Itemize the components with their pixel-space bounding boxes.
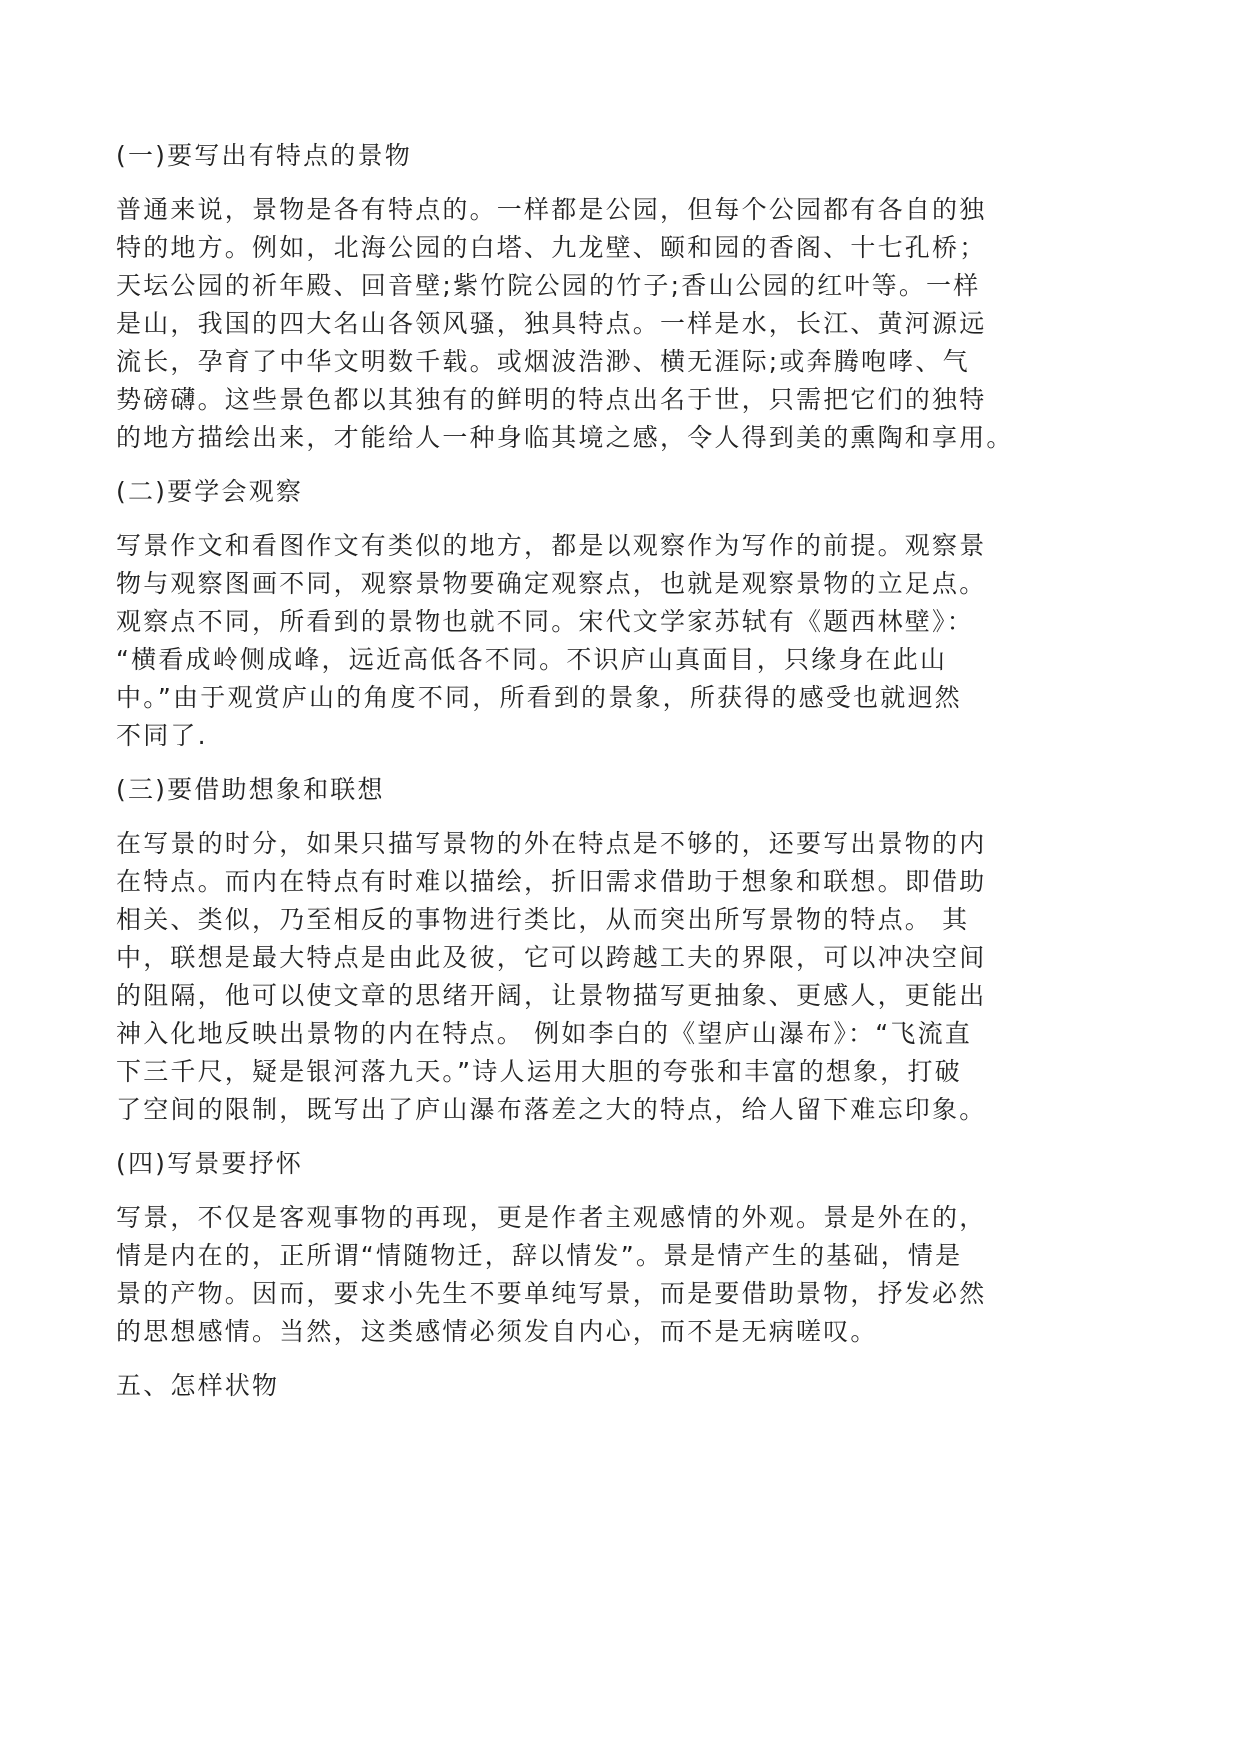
section-3-line: 神入化地反映出景物的内在特点。 例如李白的《望庐山瀑布》：“飞流直: [116, 1019, 973, 1048]
section-1-line: 势磅礴。这些景色都以其独有的鲜明的特点出名于世，只需把它们的独特: [116, 385, 987, 414]
section-2-line: 物与观察图画不同，观察景物要确定观察点，也就是观察景物的立足点。: [116, 569, 987, 598]
section-4-line: 的思想感情。当然，这类感情必须发自内心，而不是无病嗟叹。: [116, 1317, 878, 1346]
section-4-line: 写景，不仅是客观事物的再现，更是作者主观感情的外观。景是外在的，: [116, 1203, 987, 1232]
section-1-line: 普通来说，景物是各有特点的。一样都是公园，但每个公园都有各自的独: [116, 195, 987, 224]
section-1-heading: (一)要写出有特点的景物: [116, 141, 412, 170]
section-3-line: 相关、类似，乃至相反的事物进行类比，从而突出所写景物的特点。 其: [116, 905, 970, 934]
section-2-line: “横看成岭侧成峰，远近高低各不同。不识庐山真面目，只缘身在此山: [116, 645, 948, 674]
section-3-line: 的阻隔，他可以使文章的思绪开阔，让景物描写更抽象、更感人，更能出: [116, 981, 987, 1010]
document-page: [116, 0, 1128, 1754]
section-1-line: 天坛公园的祈年殿、回音壁;紫竹院公园的竹子;香山公园的红叶等。一样: [116, 271, 981, 300]
section-2-line: 写景作文和看图作文有类似的地方，都是以观察作为写作的前提。观察景: [116, 531, 987, 560]
section-5-heading: 五、怎样状物: [116, 1371, 280, 1400]
section-2-line: 观察点不同，所看到的景物也就不同。宋代文学家苏轼有《题西林壁》：: [116, 607, 974, 636]
section-3-line: 在写景的时分，如果只描写景物的外在特点是不够的，还要写出景物的内: [116, 829, 987, 858]
section-1-line: 特的地方。例如，北海公园的白塔、九龙壁、颐和园的香阁、十七孔桥；: [116, 233, 987, 262]
section-3-line: 下三千尺，疑是银河落九天。”诗人运用大胆的夸张和丰富的想象，打破: [116, 1057, 962, 1086]
section-1-line: 的地方描绘出来，才能给人一种身临其境之感，令人得到美的熏陶和享用。: [116, 423, 1014, 452]
section-3-line: 在特点。而内在特点有时难以描绘，折旧需求借助于想象和联想。即借助: [116, 867, 987, 896]
section-3-line: 了空间的限制，既写出了庐山瀑布落差之大的特点，给人留下难忘印象。: [116, 1095, 987, 1124]
section-2-heading: (二)要学会观察: [116, 477, 304, 506]
section-4-line: 景的产物。因而，要求小先生不要单纯写景，而是要借助景物，抒发必然: [116, 1279, 987, 1308]
section-2-line: 中。”由于观赏庐山的角度不同，所看到的景象，所获得的感受也就迥然: [116, 683, 962, 712]
section-3-line: 中，联想是最大特点是由此及彼，它可以跨越工夫的界限，可以冲决空间: [116, 943, 987, 972]
section-1-line: 流长，孕育了中华文明数千载。或烟波浩渺、横无涯际;或奔腾咆哮、气: [116, 347, 970, 376]
section-3-heading: (三)要借助想象和联想: [116, 775, 385, 804]
section-4-line: 情是内在的，正所谓“情随物迁，辞以情发”。景是情产生的基础，情是: [116, 1241, 963, 1270]
section-4-heading: (四)写景要抒怀: [116, 1149, 304, 1178]
section-1-line: 是山，我国的四大名山各领风骚，独具特点。一样是水，长江、黄河源远: [116, 309, 987, 338]
section-2-line: 不同了.: [116, 721, 208, 750]
